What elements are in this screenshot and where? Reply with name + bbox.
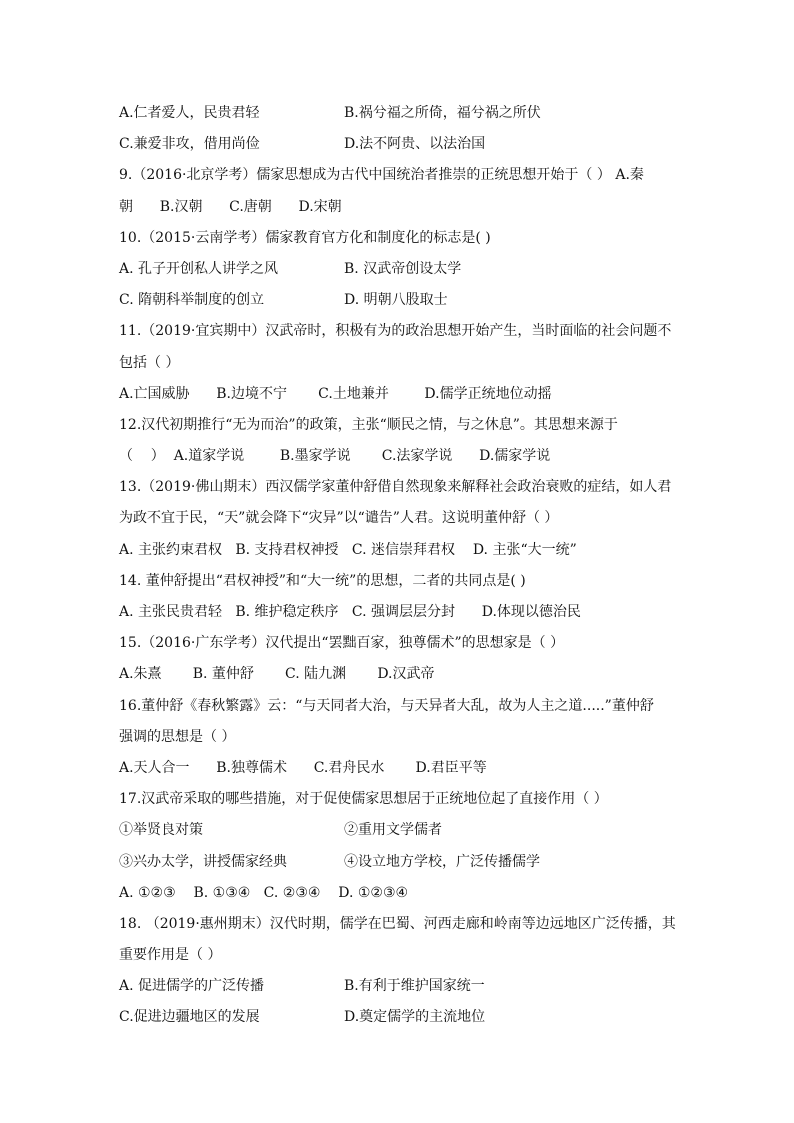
q15-stem: 15.（2016·广东学考）汉代提出“罢黜百家，独尊儒术”的思想家是（ ） xyxy=(119,635,565,652)
q10-option-a: A. 孔子开创私人讲学之风 xyxy=(119,260,279,277)
q18-stem-line1: 18. （2019·惠州期末）汉代时期，儒学在巴蜀、河西走廊和岭南等边远地区广泛传播，其 xyxy=(119,915,676,932)
q17-item-1: ①举贤良对策 xyxy=(119,822,203,839)
q18-options-row2 xyxy=(119,1002,679,1033)
q12-stem: 12.汉代初期推行“无为而治”的政策，主张“顺民之情，与之休息”。其思想来源于 xyxy=(119,416,618,433)
q17-options: A. ①②③ B. ①③④ C. ②③④ D. ①②③④ xyxy=(119,884,409,901)
q8-options-row2 xyxy=(119,129,679,160)
q17-items-row1 xyxy=(119,815,679,846)
q16-stem-line2: 强调的思想是（ ） xyxy=(119,728,236,745)
q11-options: A.亡国威胁 B.边境不宁 C.土地兼并 D.儒学正统地位动摇 xyxy=(119,385,552,402)
q16-options: A.天人合一 B.独尊儒术 C.君舟民水 D.君臣平等 xyxy=(119,759,487,776)
q18-stem-line2: 重要作用是（ ） xyxy=(119,947,222,964)
q10-option-c: C. 隋朝科举制度的创立 xyxy=(119,292,265,309)
q12-options: （ ） A.道家学说 B.墨家学说 C.法家学说 D.儒家学说 xyxy=(119,448,551,465)
q13-stem-line1: 13.（2019·佛山期末）西汉儒学家董仲舒借自然现象来解释社会政治衰败的症结，如人君 xyxy=(119,479,672,496)
q13-stem-line2: 为政不宜于民，“天”就会降下“灾异”以“谴告”人君。这说明董仲舒（ ） xyxy=(119,510,559,527)
q14-stem: 14. 董仲舒提出“君权神授”和“大一统”的思想，二者的共同点是( ) xyxy=(119,572,526,589)
q8-option-a: A.仁者爱人，民贵君轻 xyxy=(119,105,260,121)
question-list xyxy=(119,98,679,1034)
q17-item-2: ②重用文学儒者 xyxy=(344,822,442,839)
q8-options-row1 xyxy=(119,98,679,129)
q10-options-row2 xyxy=(119,285,679,316)
q10-options-row1 xyxy=(119,254,679,285)
q17-stem: 17.汉武帝采取的哪些措施，对于促使儒家思想居于正统地位起了直接作用（ ） xyxy=(119,791,608,808)
q10-option-d: D. 明朝八股取士 xyxy=(344,292,448,309)
q8-option-c: C.兼爱非攻，借用尚俭 xyxy=(119,136,260,153)
q9-options: 朝 B.汉朝 C.唐朝 D.宋朝 xyxy=(119,198,342,215)
q18-option-b: B.有利于维护国家统一 xyxy=(344,978,485,995)
q8-option-b: B.祸兮福之所倚，福兮祸之所伏 xyxy=(344,105,541,121)
q10-stem: 10.（2015·云南学考）儒家教育官方化和制度化的标志是( ) xyxy=(119,229,491,246)
q18-options-row1 xyxy=(119,971,679,1002)
q15-options: A.朱熹 B. 董仲舒 C. 陆九渊 D.汉武帝 xyxy=(119,666,435,683)
q10-option-b: B. 汉武帝创设太学 xyxy=(344,260,462,277)
q18-option-d: D.奠定儒学的主流地位 xyxy=(344,1009,486,1026)
q9-stem: 9.（2016·北京学考）儒家思想成为古代中国统治者推崇的正统思想开始于（ ） A.秦 xyxy=(119,167,644,184)
q17-item-4: ④设立地方学校，广泛传播儒学 xyxy=(344,853,540,870)
q11-stem-line2: 包括（ ） xyxy=(119,354,180,371)
q14-options: A. 主张民贵君轻 B. 维护稳定秩序 C. 强调层层分封 D.体现以德治民 xyxy=(119,604,581,620)
q16-stem-line1: 16.董仲舒《春秋繁露》云：“与天同者大治，与天异者大乱，故为人主之道.....”董仲舒 xyxy=(119,697,654,714)
q17-item-3: ③兴办太学，讲授儒家经典 xyxy=(119,853,287,870)
q13-options: A. 主张约束君权 B. 支持君权神授 C. 迷信崇拜君权 D. 主张“大一统” xyxy=(119,541,577,558)
q17-items-row2 xyxy=(119,847,679,878)
q18-option-c: C.促进边疆地区的发展 xyxy=(119,1009,260,1026)
q8-option-d: D.法不阿贵、以法治国 xyxy=(344,136,486,153)
q18-option-a: A. 促进儒学的广泛传播 xyxy=(119,978,265,995)
q11-stem-line1: 11.（2019·宜宾期中）汉武帝时，积极有为的政治思想开始产生，当时面临的社会问题不 xyxy=(119,323,672,340)
